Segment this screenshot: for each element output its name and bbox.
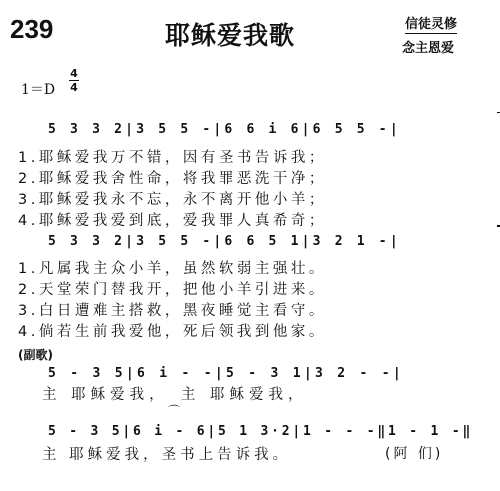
section1-verse-1: 1.耶稣爱我万不错，因有圣书告诉我；: [18, 150, 327, 166]
hymn-number: 239: [10, 14, 54, 44]
chorus-line2-notes: 5 - 3 5|6 i - 6|5 1 3·2|1 - - -‖1 - 1 -‖: [48, 424, 474, 439]
amen-text: (阿 们): [385, 446, 444, 462]
time-signature-bottom: 4: [70, 81, 78, 94]
section1-verse-3: 3.耶稣爱我永不忘，永不离开他小羊；: [18, 192, 327, 208]
time-signature-top: 4: [70, 67, 78, 80]
key-signature: 1＝D: [21, 82, 56, 98]
chorus-line2-lyric: 主 耶稣爱我，圣书上告诉我。: [42, 447, 292, 463]
section1-notes: 5 3 3 2|3 5 5 -|6 6 i 6|6 5 5 -|: [48, 122, 401, 137]
section2-verse-3: 3.白日遭难主搭救，黑夜睡觉主看守。: [18, 303, 327, 319]
section2-verse-4: 4.倘若生前我爱他，死后领我到他家。: [18, 324, 327, 340]
chorus-line1-lyric: 主 耶稣爱我， 主 耶稣爱我，: [42, 387, 308, 403]
chorus-label: (副歌): [18, 348, 53, 362]
section1-verse-4: 4.耶稣爱我爱到底，爱我罪人真希奇；: [18, 213, 327, 229]
hymn-title: 耶稣爱我歌: [165, 21, 296, 50]
category-top: 信徒灵修: [405, 13, 457, 34]
time-signature: [68, 68, 80, 93]
section1-verse-2: 2.耶稣爱我舍性命，将我罪恶洗干净；: [18, 171, 327, 187]
category-bottom: 念主恩爱: [402, 41, 455, 56]
fermata-mark: ⌒: [168, 404, 181, 418]
section2-verse-1: 1.凡属我主众小羊，虽然软弱主强壮。: [18, 261, 327, 277]
section2-verse-2: 2.天堂荣门替我开，把他小羊引进来。: [18, 282, 327, 298]
section2-notes: 5 3 3 2|3 5 5 -|6 6 5 1|3 2 1 -|: [48, 234, 401, 249]
chorus-line1-notes: 5 - 3 5|6 i - -|5 - 3 1|3 2 - -|: [48, 366, 405, 381]
